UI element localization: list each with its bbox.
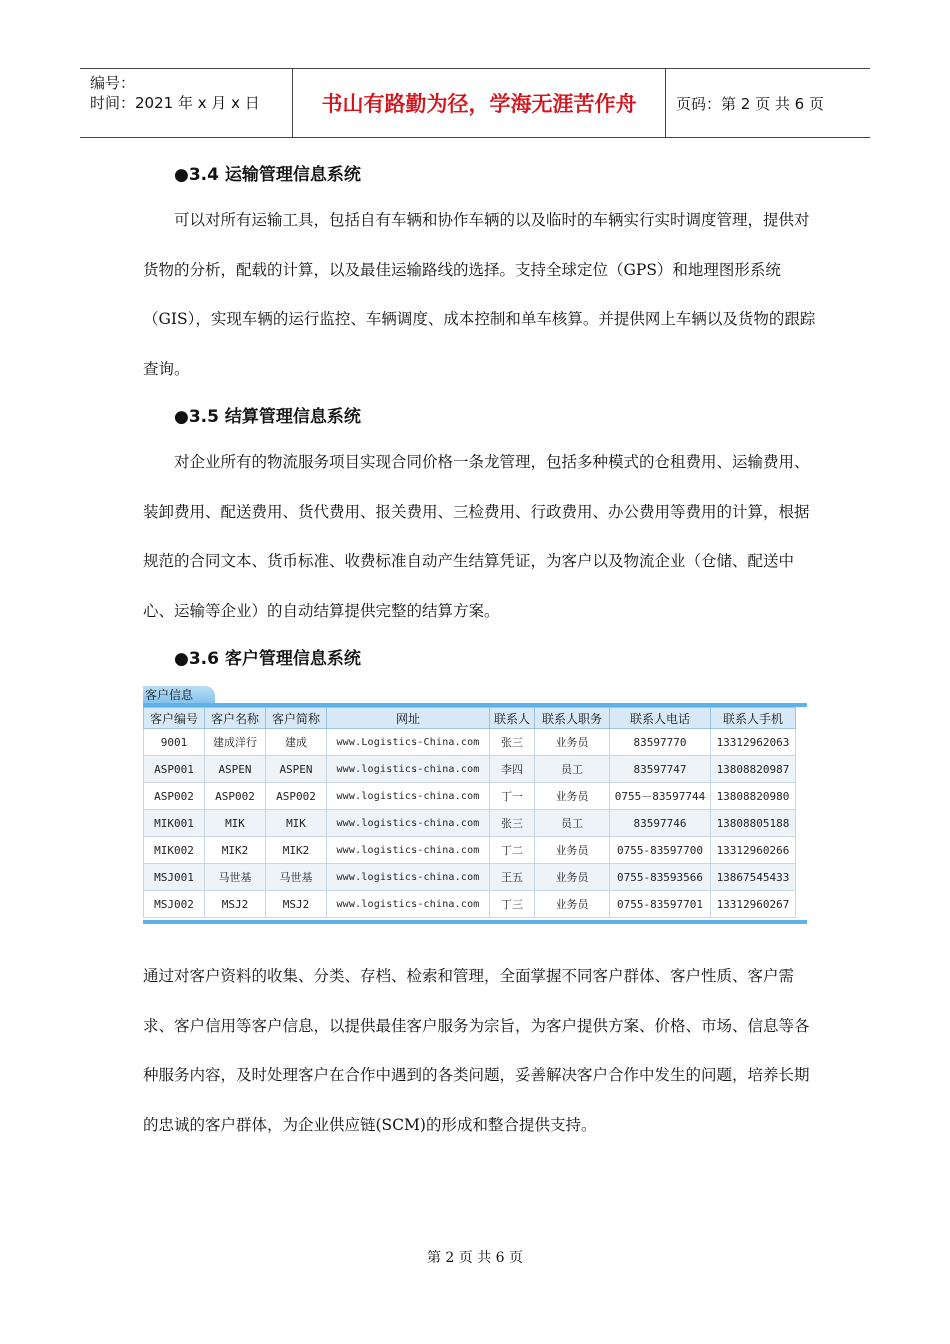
- cell-code: MSJ001: [144, 864, 205, 891]
- col-header[interactable]: 联系人电话: [610, 708, 711, 729]
- cell-contact: 李四: [490, 756, 535, 783]
- cell-title: 业务员: [535, 837, 610, 864]
- cell-short-name: 马世基: [266, 864, 327, 891]
- cell-code: ASP002: [144, 783, 205, 810]
- col-header[interactable]: 客户编号: [144, 708, 205, 729]
- cell-short-name: ASPEN: [266, 756, 327, 783]
- cell-url: www.logistics-china.com: [327, 864, 490, 891]
- cell-title: 员工: [535, 810, 610, 837]
- cell-phone: 0755-83597700: [610, 837, 711, 864]
- table-row[interactable]: [144, 891, 796, 918]
- cell-mobile: 13867545433: [711, 864, 796, 891]
- cell-title: 业务员: [535, 891, 610, 918]
- cell-contact: 王五: [490, 864, 535, 891]
- section-3-4-heading: ●3.4 运输管理信息系统: [174, 165, 361, 185]
- section-3-6-heading: ●3.6 客户管理信息系统: [174, 649, 361, 669]
- table-row[interactable]: [144, 756, 796, 783]
- cell-title: 业务员: [535, 864, 610, 891]
- cell-name: MSJ2: [205, 891, 266, 918]
- cell-contact: 丁三: [490, 891, 535, 918]
- cell-url: www.logistics-china.com: [327, 756, 490, 783]
- cell-url: www.logistics-china.com: [327, 837, 490, 864]
- cell-name: 马世基: [205, 864, 266, 891]
- number-label: 编号：: [90, 74, 136, 92]
- cell-code: 9001: [144, 729, 205, 756]
- cell-short-name: MIK: [266, 810, 327, 837]
- col-header[interactable]: 联系人: [490, 708, 535, 729]
- section-3-4-text: 可以对所有运输工具，包括自有车辆和协作车辆的以及临时的车辆实行实时调度管理，提供对货物的分析，配载的计算，以及最佳运输路线的选择。支持全球定位（GPS）和地理图形系统（GIS），实现车辆的运行监控、车辆调度、成本控制和单车核算。并提供网上车辆以及货物的跟踪查询。: [143, 211, 816, 378]
- table-row[interactable]: [144, 729, 796, 756]
- cell-code: ASP001: [144, 756, 205, 783]
- cell-mobile: 13312962063: [711, 729, 796, 756]
- customer-info-screenshot: [143, 686, 807, 926]
- header-meta: [80, 69, 293, 137]
- cell-contact: 张三: [490, 729, 535, 756]
- cell-short-name: MIK2: [266, 837, 327, 864]
- cell-mobile: 13808805188: [711, 810, 796, 837]
- cell-contact: 张三: [490, 810, 535, 837]
- table-bottom-band: [143, 920, 807, 924]
- cell-short-name: ASP002: [266, 783, 327, 810]
- customer-table-body: [144, 729, 796, 918]
- table-row[interactable]: [144, 864, 796, 891]
- customer-table: [143, 707, 796, 918]
- col-header[interactable]: 网址: [327, 708, 490, 729]
- cell-phone: 83597746: [610, 810, 711, 837]
- cell-contact: 丁一: [490, 783, 535, 810]
- cell-phone: 0755－83597744: [610, 783, 711, 810]
- header-page-info: 页码：第 2 页 共 6 页: [676, 94, 824, 113]
- cell-mobile: 13808820987: [711, 756, 796, 783]
- cell-phone: 83597747: [610, 756, 711, 783]
- table-header-row: [144, 708, 796, 729]
- table-row[interactable]: [144, 837, 796, 864]
- cell-url: www.Logistics-China.com: [327, 729, 490, 756]
- cell-phone: 83597770: [610, 729, 711, 756]
- section-3-6-text: 通过对客户资料的收集、分类、存档、检索和管理，全面掌握不同客户群体、客户性质、客户需求、客户信用等客户信息，以提供最佳客户服务为宗旨，为客户提供方案、价格、市场、信息等各种服务内容，及时处理客户在合作中遇到的各类问题，妥善解决客户合作中发生的问题，培养长期的忠诚的客户群体，为企业供应链(SCM)的形成和整合提供支持。: [143, 967, 810, 1134]
- customer-info-tab[interactable]: 客户信息: [143, 686, 215, 705]
- cell-name: MIK: [205, 810, 266, 837]
- cell-name: 建成洋行: [205, 729, 266, 756]
- time-label: 时间：2021 年 x 月 x 日: [90, 94, 260, 112]
- cell-phone: 0755-83593566: [610, 864, 711, 891]
- cell-title: 业务员: [535, 783, 610, 810]
- cell-code: MSJ002: [144, 891, 205, 918]
- cell-phone: 0755-83597701: [610, 891, 711, 918]
- cell-code: MIK001: [144, 810, 205, 837]
- cell-url: www.logistics-china.com: [327, 810, 490, 837]
- table-row[interactable]: [144, 783, 796, 810]
- col-header[interactable]: 联系人手机: [711, 708, 796, 729]
- cell-mobile: 13808820980: [711, 783, 796, 810]
- table-row[interactable]: [144, 810, 796, 837]
- cell-title: 员工: [535, 756, 610, 783]
- cell-short-name: 建成: [266, 729, 327, 756]
- cell-name: ASP002: [205, 783, 266, 810]
- section-3-5-heading: ●3.5 结算管理信息系统: [174, 407, 361, 427]
- cell-contact: 丁二: [490, 837, 535, 864]
- cell-url: www.logistics-china.com: [327, 891, 490, 918]
- page-footer: 第 2 页 共 6 页: [426, 1250, 524, 1266]
- cell-title: 业务员: [535, 729, 610, 756]
- col-header[interactable]: 联系人职务: [535, 708, 610, 729]
- cell-short-name: MSJ2: [266, 891, 327, 918]
- cell-mobile: 13312960267: [711, 891, 796, 918]
- cell-code: MIK002: [144, 837, 205, 864]
- cell-name: ASPEN: [205, 756, 266, 783]
- section-3-5-text: 对企业所有的物流服务项目实现合同价格一条龙管理，包括多种模式的仓租费用、运输费用、装卸费用、配送费用、货代费用、报关费用、三检费用、行政费用、办公费用等费用的计算，根据规范的合同文本、货币标准、收费标准自动产生结算凭证，为客户以及物流企业（仓储、配送中心、运输等企业）的自动结算提供完整的结算方案。: [143, 453, 810, 620]
- cell-name: MIK2: [205, 837, 266, 864]
- cell-url: www.logistics-china.com: [327, 783, 490, 810]
- col-header[interactable]: 客户简称: [266, 708, 327, 729]
- col-header[interactable]: 客户名称: [205, 708, 266, 729]
- page-header: [80, 68, 870, 138]
- cell-mobile: 13312960266: [711, 837, 796, 864]
- header-motto: 书山有路勤为径，学海无涯苦作舟: [293, 69, 666, 137]
